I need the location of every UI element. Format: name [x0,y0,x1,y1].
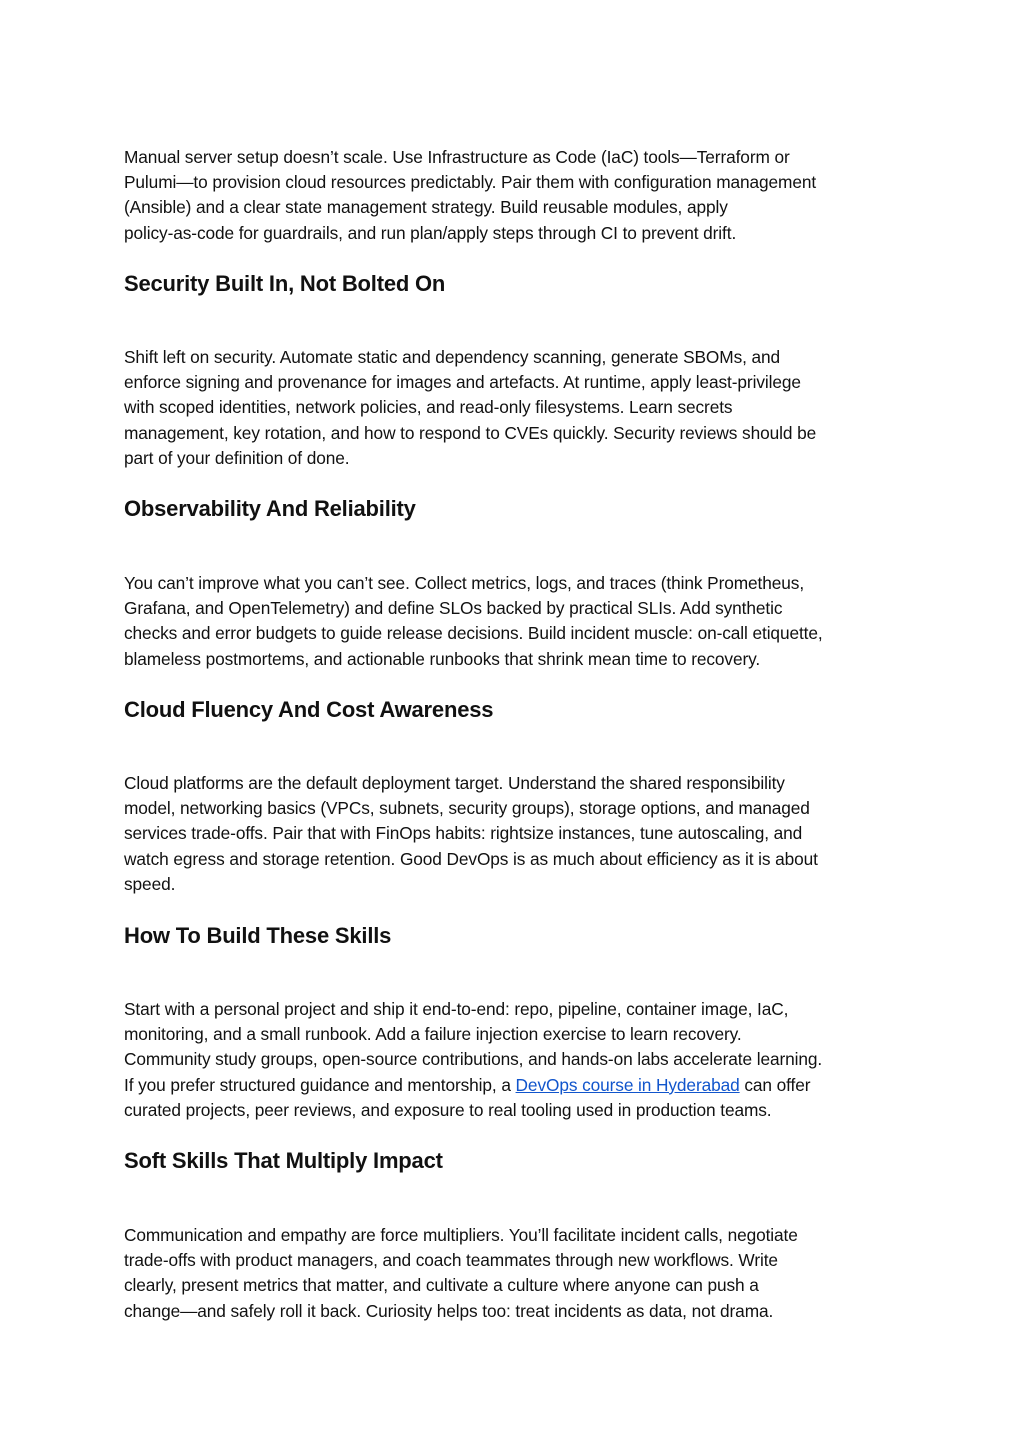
section-heading-security: Security Built In, Not Bolted On [124,271,446,296]
paragraph-text-after-link: can offer curated projects, peer reviews, and exposure to real tooling used in production teams. [124,1074,811,1120]
section-paragraph-cloud: Cloud platforms are the default deployment target. Understand the shared responsibility model, networking basics (VPCs, subnets, security groups), storage options, and managed services trade-offs. Pair that with FinOps habits: rightsize instances, tune autoscaling, and watch egress and storage retention. Good DevOps is as much about efficiency as it is about speed. [124,773,818,894]
section-paragraph-observability: You can’t improve what you can’t see. Collect metrics, logs, and traces (think Prometheus, Grafana, and OpenTelemetry) and define SLOs backed by practical SLIs. Add synthetic checks and error budgets to guide release decisions. Build incident muscle: on-call etiquette, blameless postmortems, and actionable runbooks that shrink mean time to recovery. [124,573,823,669]
section-heading-soft-skills: Soft Skills That Multiply Impact [124,1148,443,1173]
paragraph-text-before-link: Start with a personal project and ship it end-to-end: repo, pipeline, container image, IaC, monitoring, and a small runbook. Add a failure injection exercise to learn recovery. Community study groups, open-source contributions, and hands-on labs accelerate learning. If you prefer structured guidance and mentorship, a [124,999,823,1095]
section-heading-cloud: Cloud Fluency And Cost Awareness [124,697,494,722]
section-paragraph-security: Shift left on security. Automate static and dependency scanning, generate SBOMs, and enforce signing and provenance for images and artefacts. At runtime, apply least-privilege with scoped identities, network policies, and read-only filesystems. Learn secrets management, key rotation, and how to respond to CVEs quickly. Security reviews should be part of your definition of done. [124,347,817,468]
section-heading-observability: Observability And Reliability [124,496,416,521]
section-heading-build-skills: How To Build These Skills [124,923,392,948]
section-paragraph-build-skills [124,997,904,1123]
section-paragraph-soft-skills: Communication and empathy are force multipliers. You’ll facilitate incident calls, negotiate trade-offs with product managers, and coach teammates through new workflows. Write clearly, present metrics that matter, and cultivate a culture where anyone can push a change—and safely roll it back. Curiosity helps too: treat incidents as data, not drama. [124,1225,798,1321]
devops-course-link[interactable]: DevOps course in Hyderabad [515,1074,740,1095]
intro-paragraph: Manual server setup doesn’t scale. Use Infrastructure as Code (IaC) tools—Terraform or Pulumi—to provision cloud resources predictably. Pair them with configuration management (Ansible) and a clear state management strategy. Build reusable modules, apply policy-as-code for guardrails, and run plan/apply steps through CI to prevent drift. [124,147,817,243]
